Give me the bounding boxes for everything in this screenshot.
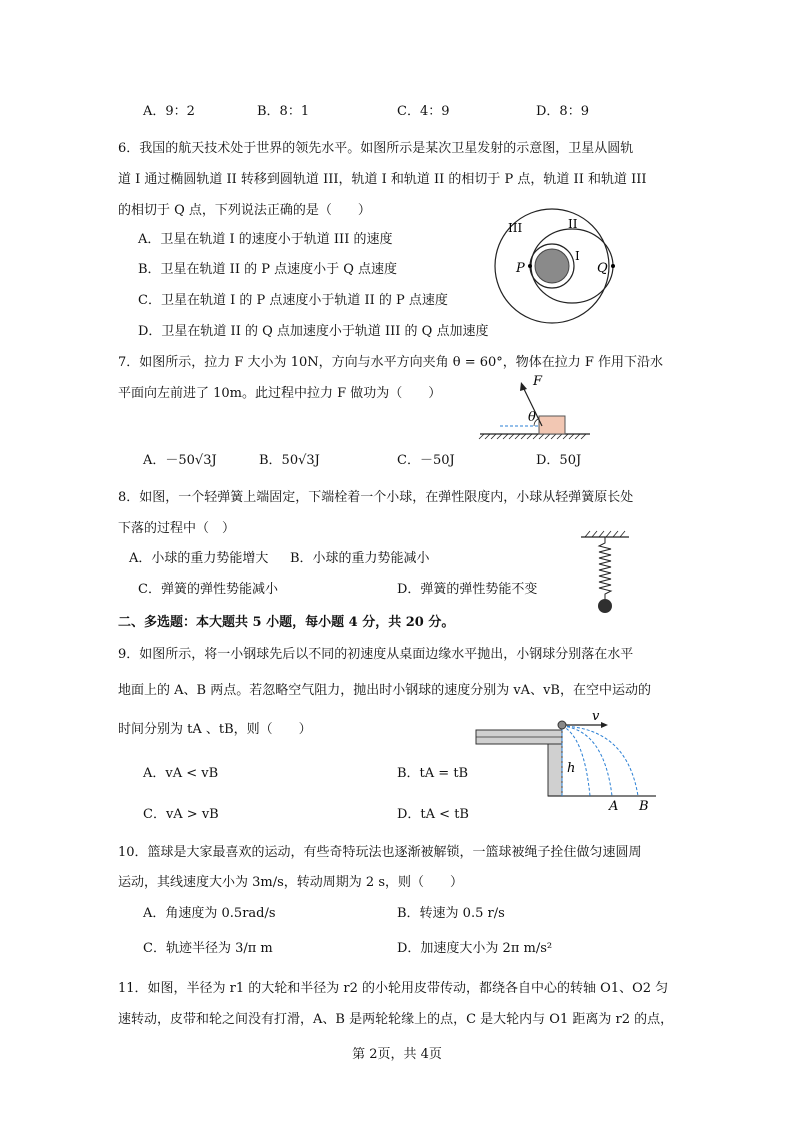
q9-stem-line-2: 地面上的 A、B 两点。若忽略空气阻力，抛出时小钢球的速度分别为 vA、vB，在空中运动的 [118, 683, 651, 698]
spring [599, 537, 611, 599]
q6-option-d: D．卫星在轨道 II 的 Q 点加速度小于轨道 III 的 Q 点加速度 [138, 324, 489, 339]
force-arrowhead [520, 382, 527, 391]
label-ii: II [568, 217, 578, 231]
q6-stem-line-1: 6．我国的航天技术处于世界的领先水平。如图所示是某次卫星发射的示意图，卫星从圆轨 [118, 141, 634, 156]
q5-option-c: C．4：9 [397, 104, 450, 119]
q6-stem-line-2: 道 I 通过椭圆轨道 II 转移到圆轨道 III，轨道 I 和轨道 II 的相切于 P 点，轨道 II 和轨道 III [118, 172, 647, 187]
q7-force-figure [478, 374, 593, 440]
label-i: I [575, 249, 580, 263]
point-p [528, 264, 532, 268]
q7-option-b: B．50√3J [259, 453, 320, 468]
point-q [611, 264, 615, 268]
q9-projectile-figure [472, 706, 662, 818]
q7-option-c: C．－50J [397, 453, 455, 468]
q8-stem-line-1: 8．如图，一个轻弹簧上端固定，下端栓着一个小球，在弹性限度内，小球从轻弹簧原长处 [118, 490, 634, 505]
label-iii: III [508, 221, 523, 235]
label-a: A [609, 799, 619, 814]
label-q: Q [597, 261, 608, 276]
section-2-heading: 二、多选题：本大题共 5 小题，每小题 4 分，共 20 分。 [118, 615, 455, 630]
q11-stem-line-2: 速转动，皮带和轮之间没有打滑，A、B 是两轮轮缘上的点，C 是大轮内与 O1 距离为 r2 的点， [118, 1012, 674, 1027]
q8-option-c: C．弹簧的弹性势能减小 [138, 582, 278, 597]
planet [535, 249, 569, 283]
q7-stem-line-2: 平面向左前进了 10m。此过程中拉力 F 做功为（ ） [118, 386, 442, 401]
q10-stem-line-1: 10．篮球是大家最喜欢的运动，有些奇特玩法也逐渐被解锁，一篮球被绳子拴住做匀速圆周 [118, 845, 642, 860]
q10-option-a: A．角速度为 0.5rad/s [143, 906, 276, 921]
q5-option-b: B．8：1 [257, 104, 310, 119]
q6-stem-line-3: 的相切于 Q 点，下列说法正确的是（ ） [118, 203, 371, 218]
q8-spring-figure [575, 527, 635, 617]
q5-option-d: D．8：9 [536, 104, 589, 119]
q9-stem-line-1: 9．如图所示，将一小钢球先后以不同的初速度从桌面边缘水平抛出，小钢球分别落在水平 [118, 647, 634, 662]
q9-option-b: B．tA = tB [397, 766, 469, 781]
q10-stem-line-2: 运动，其线速度大小为 3m/s，转动周期为 2 s，则（ ） [118, 875, 463, 890]
label-p: P [516, 261, 525, 276]
q8-option-a: A．小球的重力势能增大 [129, 551, 269, 566]
q5-option-a: A．9：2 [143, 104, 195, 119]
steel-ball [558, 721, 566, 729]
ball [598, 599, 612, 613]
q9-option-a: A．vA < vB [143, 766, 219, 781]
ground-hatching [479, 434, 586, 439]
q6-option-b: B．卫星在轨道 II 的 P 点速度小于 Q 点速度 [138, 262, 398, 277]
q6-option-c: C．卫星在轨道 I 的 P 点速度小于轨道 II 的 P 点速度 [138, 293, 448, 308]
velocity-arrowhead [601, 722, 608, 728]
page-footer: 第 2页，共 4页 [352, 1047, 442, 1062]
q11-stem-line-1: 11．如图，半径为 r1 的大轮和半径为 r2 的小轮用皮带传动，都绕各自中心的转轴 O1、O2 匀 [118, 981, 669, 996]
label-h: h [567, 761, 576, 776]
label-theta: θ [528, 410, 536, 425]
q8-option-d: D．弹簧的弹性势能不变 [397, 582, 538, 597]
q10-option-b: B．转速为 0.5 r/s [397, 906, 505, 921]
q7-option-a: A．－50√3J [143, 453, 217, 468]
q9-stem-line-3: 时间分别为 tA 、tB，则（ ） [118, 722, 312, 737]
q10-option-c: C．轨迹半径为 3/π m [143, 941, 273, 956]
q6-orbit-figure [484, 206, 632, 336]
q7-stem-line-1: 7．如图所示，拉力 F 大小为 10N，方向与水平方向夹角 θ = 60°，物体在拉力 F 作用下沿水 [118, 355, 664, 370]
q8-option-b: B．小球的重力势能减小 [290, 551, 430, 566]
q7-option-d: D．50J [536, 453, 582, 468]
block [539, 416, 565, 434]
q10-option-d: D．加速度大小为 2π m/s² [397, 941, 553, 956]
label-f: F [533, 374, 543, 389]
q9-option-d: D．tA < tB [397, 807, 469, 822]
label-b: B [639, 799, 649, 814]
ceiling-hatching [585, 531, 625, 537]
table-leg [548, 744, 562, 796]
q9-option-c: C．vA > vB [143, 807, 219, 822]
q6-option-a: A．卫星在轨道 I 的速度小于轨道 III 的速度 [138, 232, 393, 247]
label-v: v [592, 709, 600, 724]
q8-stem-line-2: 下落的过程中（ ） [118, 521, 236, 536]
